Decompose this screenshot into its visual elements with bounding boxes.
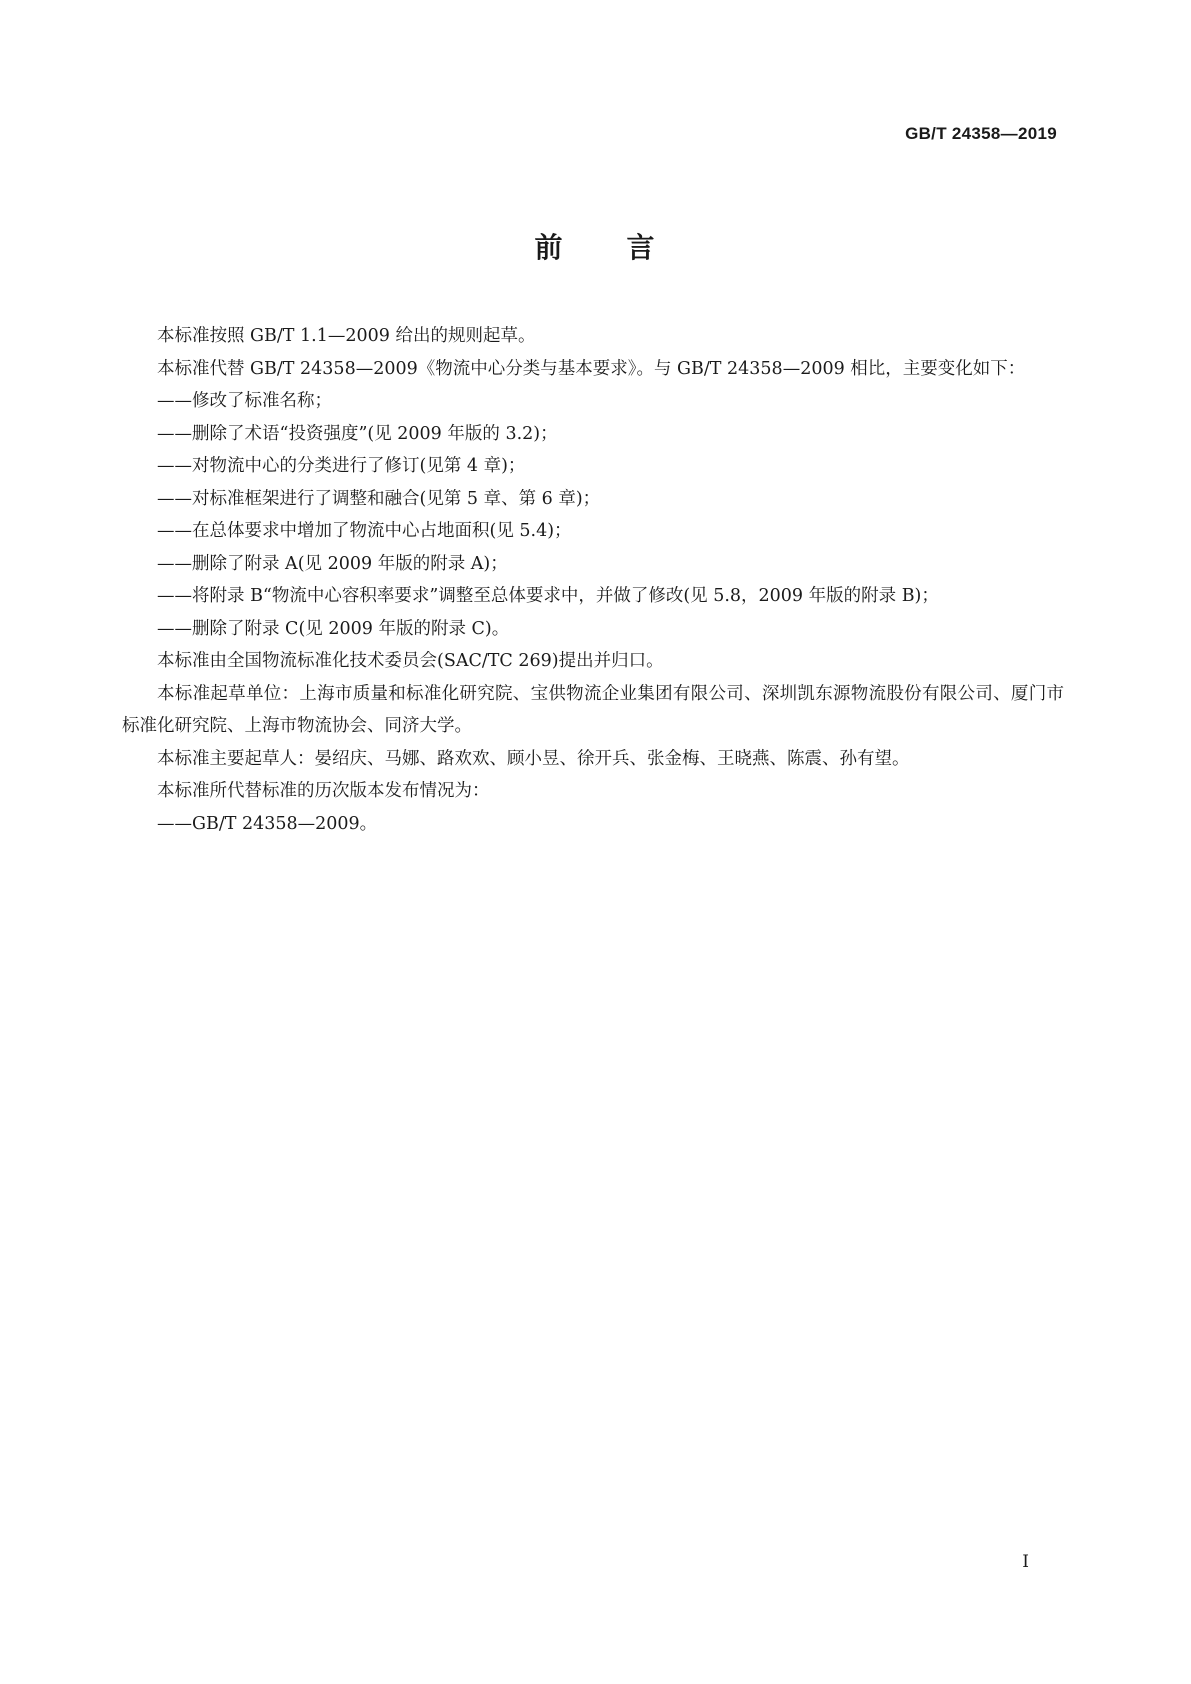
paragraph-drafting-units: 本标准起草单位：上海市质量和标准化研究院、宝供物流企业集团有限公司、深圳凯东源物流股份有限公司、厦门市标准化研究院、上海市物流协会、同济大学。 [122, 683, 1064, 736]
paragraph-proposed-by: 本标准由全国物流标准化技术委员会(SAC/TC 269)提出并归口。 [157, 651, 664, 671]
change-item: ——删除了附录 A(见 2009 年版的附录 A)； [157, 553, 508, 574]
title-char-2: 言 [626, 231, 657, 264]
foreword-body [122, 320, 1064, 840]
change-item: ——删除了附录 C(见 2009 年版的附录 C)。 [157, 618, 510, 639]
paragraph-previous-editions: 本标准所代替标准的历次版本发布情况为： [157, 781, 490, 801]
change-item: ——修改了标准名称； [157, 391, 332, 411]
paragraph-drafting-rules: 本标准按照 GB/T 1.1—2009 给出的规则起草。 [157, 326, 536, 346]
document-number: GB/T 24358—2019 [905, 124, 1057, 143]
change-item: ——对物流中心的分类进行了修订(见第 4 章)； [157, 456, 526, 476]
change-item: ——对标准框架进行了调整和融合(见第 5 章、第 6 章)； [157, 488, 601, 509]
change-item: ——在总体要求中增加了物流中心占地面积(见 5.4)； [157, 521, 572, 541]
paragraph-replaces: 本标准代替 GB/T 24358—2009《物流中心分类与基本要求》。与 GB/T 24358—2009 相比，主要变化如下： [157, 358, 1026, 379]
change-item: ——将附录 B“物流中心容积率要求”调整至总体要求中，并做了修改(见 5.8，2009 年版的附录 B)； [157, 586, 939, 606]
change-item: ——删除了术语“投资强度”(见 2009 年版的 3.2)； [157, 423, 558, 444]
page-number: I [1022, 1552, 1029, 1572]
paragraph-drafters: 本标准主要起草人：晏绍庆、马娜、路欢欢、顾小昱、徐开兵、张金梅、王晓燕、陈震、孙有望。 [157, 748, 910, 769]
title-char-1: 前 [534, 231, 565, 264]
previous-edition-item: ——GB/T 24358—2009。 [157, 813, 378, 834]
page-title [0, 226, 1191, 266]
